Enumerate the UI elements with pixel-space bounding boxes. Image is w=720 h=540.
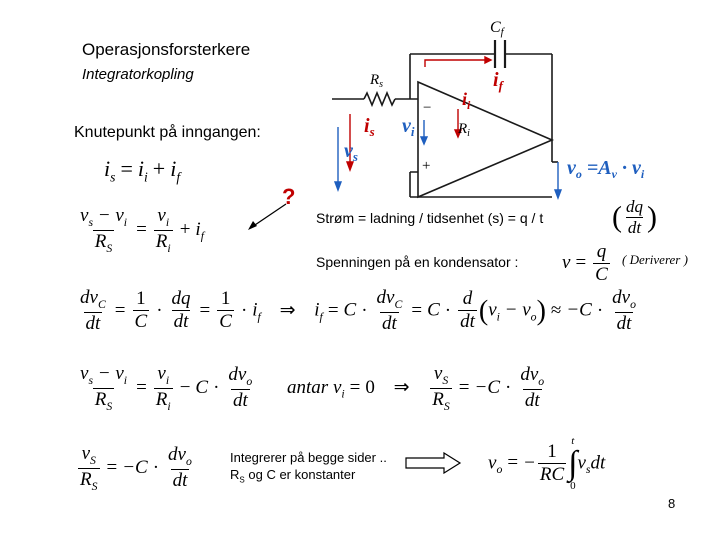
page-number: 8 xyxy=(668,496,676,511)
if-arrow xyxy=(425,60,485,67)
capacitor-note: Spenningen på en kondensator : xyxy=(316,254,519,270)
label-rs: $R_s$ xyxy=(370,72,384,90)
question-arrow xyxy=(244,200,290,234)
node-heading: Knutepunkt på inngangen: xyxy=(74,124,261,141)
label-cf: Cf xyxy=(490,19,504,38)
integral-result: $v_o$ = − $\frac{1}{RC}$ t ∫ 0 $v_sdt$ xyxy=(488,435,606,492)
dq-dt-bracket: ( $\frac{dq}{dt}$ ) xyxy=(612,197,657,237)
opamp-triangle xyxy=(418,82,552,197)
derivative-chain: $\frac{dv_C}{dt}$ = $\frac{1}{C}$ · $\frac{dq}{dt}$ = $\frac{1}{C}$ · $i_f$ ⇒ $i_f = C$ · $\frac{dv_C}{dt}$ = C · $\frac{d}{dt}$ $(v_i - v_o) \approx -C$ · $\frac{dv_o}{dt}$ xyxy=(80,287,636,334)
node-equation: $\frac{v_s - v_i}{R_S}$ = $\frac{v_i}{R_i}$ + $i_f$ xyxy=(80,205,204,255)
label-vi: $v_i$ xyxy=(402,115,415,139)
capacitor-equation: v = $\frac{q}{C}$ xyxy=(562,241,608,285)
resistor-rs xyxy=(364,93,395,105)
final-equation: $\frac{v_S}{R_S}$ = −C · $\frac{dv_o}{dt}$ xyxy=(80,443,192,493)
integrate-line-2: $R_S$ og C er konstanter xyxy=(230,466,356,485)
assume-word: antar xyxy=(287,376,329,398)
label-if: $i_f$ xyxy=(493,69,503,93)
if-arrowhead xyxy=(485,57,491,63)
question-mark: ? xyxy=(282,184,296,209)
slide-title: Operasjonsforsterkere xyxy=(82,40,251,59)
integrate-note xyxy=(230,450,387,486)
derive-note: ( Deriverer ) xyxy=(622,252,688,267)
current-note: Strøm = ladning / tidsenhet (s) = q / t xyxy=(316,210,544,226)
integrate-arrow xyxy=(404,452,462,474)
slide-subtitle: Integratorkopling xyxy=(82,66,194,83)
opamp-plus: + xyxy=(422,158,431,174)
integrator-circuit xyxy=(330,12,685,202)
opamp-minus: − xyxy=(423,100,432,116)
label-ri: $R_i$ xyxy=(458,121,470,139)
label-is: $i_s$ xyxy=(364,115,375,139)
label-vo-equation: $v_o =A_v \cdot v_i$ xyxy=(567,157,645,181)
kcl-equation: $i_s = i_i + i_f$ xyxy=(104,156,181,185)
label-vs: $v_s$ xyxy=(344,140,358,164)
label-ii: $i_i$ xyxy=(462,89,471,112)
integrate-line-1: Integrerer på begge sider .. xyxy=(230,450,387,465)
substituted-equation: $\frac{v_s - v_i}{R_S}$ = $\frac{v_i}{R_i}$ − C · $\frac{dv_o}{dt}$ antar $v_i = 0$ ⇒ $\frac{v_S}{R_S}$ = −C · $\frac{dv_o}{dt}$ xyxy=(80,363,545,413)
